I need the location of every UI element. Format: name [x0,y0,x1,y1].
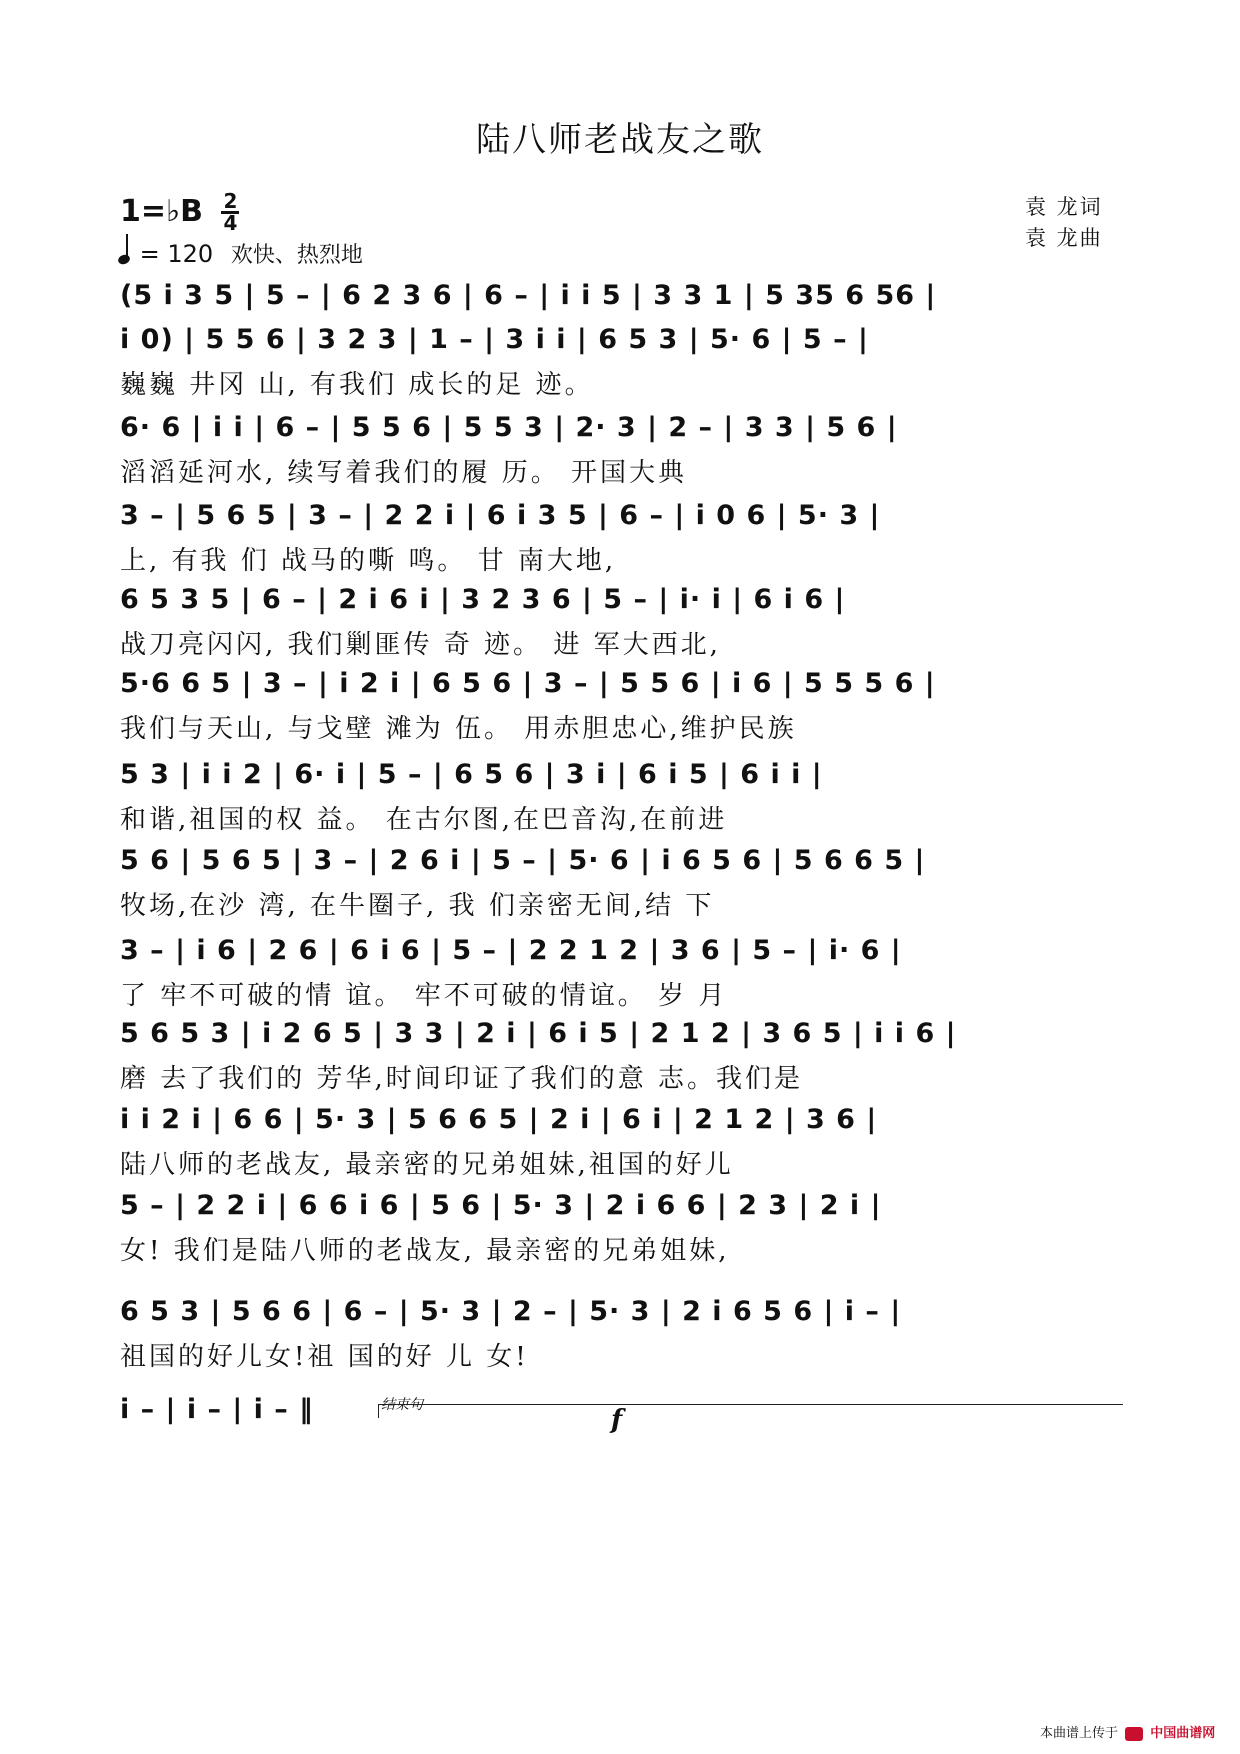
lyric-line: 战刀亮闪闪, 我们剿匪传 奇 迹。 进 军大西北, [120,630,721,660]
lyric-line: 了 牢不可破的情 谊。 牢不可破的情谊。 岁 月 [120,981,728,1011]
site-logo-icon [1125,1727,1143,1741]
notation-line: 5 3 | i i 2 | 6· i | 5 – | 6 5 6 | 3 i | 6 i 5 | 6 i i | [120,759,823,790]
notation-line: (5 i 3 5 | 5 – | 6 2 3 6 | 6 – | i i 5 | 3 3 1 | 5 35 6 56 | [120,280,937,311]
notation-line: 6· 6 | i i | 6 – | 5 5 6 | 5 5 3 | 2· 3 | 2 – | 3 3 | 5 6 | [120,412,898,443]
notation-line: i i 2 i | 6 6 | 5· 3 | 5 6 6 5 | 2 i | 6 i | 2 1 2 | 3 6 | [120,1104,878,1135]
footer [1040,1722,1215,1741]
lyric-line: 女! 我们是陆八师的老战友, 最亲密的兄弟姐妹, [120,1236,730,1266]
lyric-line: 巍巍 井冈 山, 有我们 成长的足 迹。 [120,370,594,400]
lyricist-credit: 袁 龙词 [1025,195,1103,219]
note-stem-icon [126,234,128,256]
lyric-line: 我们与天山, 与戈壁 滩为 伍。 用赤胆忠心,维护民族 [120,714,797,744]
lyric-line: 牧场,在沙 湾, 在牛圈子, 我 们亲密无间,结 下 [120,891,715,921]
notation-line: 5 6 | 5 6 5 | 3 – | 2 6 i | 5 – | 5· 6 | i 6 5 6 | 5 6 6 5 | [120,845,926,876]
notation-line: 6 5 3 5 | 6 – | 2 i 6 i | 3 2 3 6 | 5 – | i· i | 6 i 6 | [120,584,846,615]
footer-site[interactable]: 中国曲谱网 [1150,1726,1216,1741]
time-bottom: 4 [223,211,238,235]
notation-line: 3 – | 5 6 5 | 3 – | 2 2 i | 6 i 3 5 | 6 – | i 0 6 | 5· 3 | [120,500,881,531]
tempo-marking [118,238,363,269]
notation-line: 5·6 6 5 | 3 – | i 2 i | 6 5 6 | 3 – | 5 5 6 | i 6 | 5 5 5 6 | [120,668,936,699]
key-label: 1=♭B [120,194,204,229]
notation-line: 5 – | 2 2 i | 6 6 i 6 | 5 6 | 5· 3 | 2 i 6 6 | 2 3 | 2 i | [120,1190,882,1221]
notation-line: 5 6 5 3 | i 2 6 5 | 3 3 | 2 i | 6 i 5 | 2 1 2 | 3 6 5 | i i 6 | [120,1018,957,1049]
footer-prefix: 本曲谱上传于 [1040,1726,1119,1741]
notation-line: i – | i – | i – ‖ [120,1394,314,1425]
lyric-line: 祖国的好儿女!祖 国的好 儿 女! [120,1342,529,1372]
dynamic-forte: f [611,1405,623,1435]
lyric-line: 上, 有我 们 战马的嘶 鸣。 甘 南大地, [120,546,617,576]
credits [1025,192,1103,254]
notation-line: i 0) | 5 5 6 | 3 2 3 | 1 – | 3 i i | 6 5 3 | 5· 6 | 5 – | [120,324,869,355]
time-signature [221,189,239,235]
tempo-value: = 120 [139,240,214,268]
notation-line: 3 – | i 6 | 2 6 | 6 i 6 | 5 – | 2 2 1 2 | 3 6 | 5 – | i· 6 | [120,935,902,966]
lyric-line: 磨 去了我们的 芳华,时间印证了我们的意 志。我们是 [120,1064,804,1094]
song-title: 陆八师老战友之歌 [476,120,764,160]
quarter-note-icon [117,253,131,266]
ending-label: 结束句 [381,1397,423,1413]
lyric-line: 滔滔延河水, 续写着我们的履 历。 开国大典 [120,458,688,488]
composer-credit: 袁 龙曲 [1025,226,1103,250]
lyric-line [120,1436,1125,1474]
time-top: 2 [223,189,238,213]
expression-mark: 欢快、热烈地 [230,243,363,268]
notation-line: 6 5 3 | 5 6 6 | 6 – | 5· 3 | 2 – | 5· 3 | 2 i 6 5 6 | i – | [120,1296,902,1327]
lyric-line: 和谐,祖国的权 益。 在古尔图,在巴音沟,在前进 [120,805,728,835]
key-signature [120,189,239,235]
lyric-line: 陆八师的老战友, 最亲密的兄弟姐妹,祖国的好儿 [120,1150,734,1180]
